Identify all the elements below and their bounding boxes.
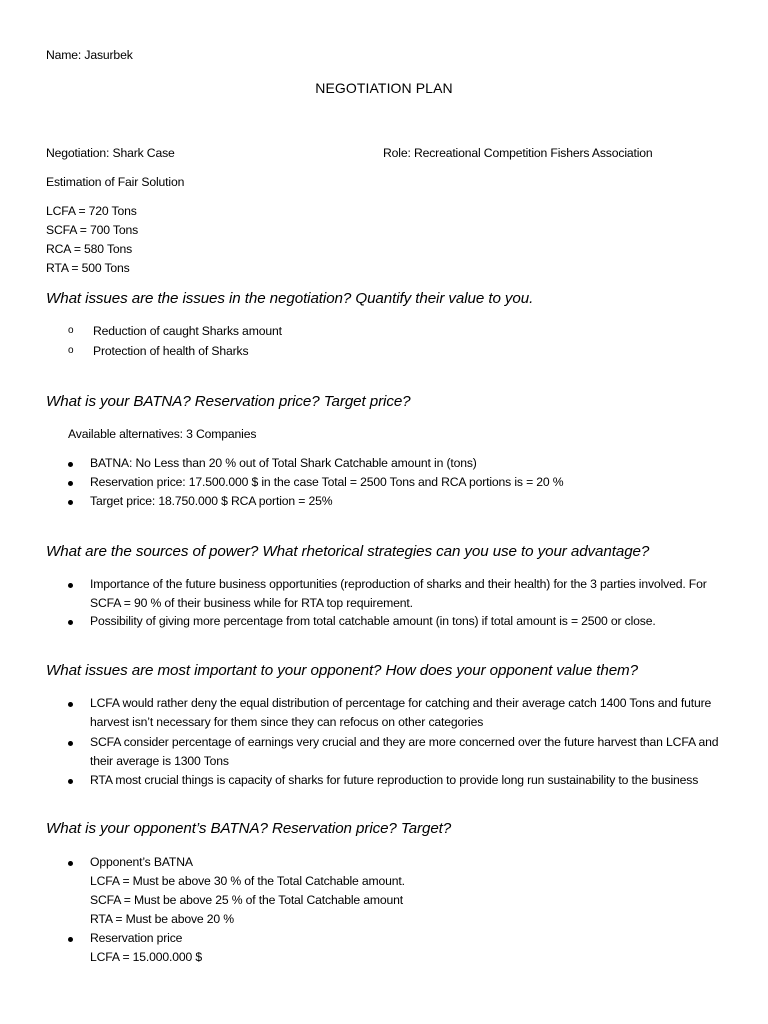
- hollow-bullet-icon: o: [68, 345, 74, 356]
- bullet-icon: [68, 481, 73, 486]
- list-item: RTA most crucial things is capacity of sharks for future reproduction to provide long run sustainability to the business: [90, 773, 699, 787]
- estimate-line: LCFA = 720 Tons: [46, 204, 137, 218]
- power-question: What are the sources of power? What rhetorical strategies can you use to your advantage?: [46, 543, 650, 560]
- name-line: Name: Jasurbek: [46, 48, 133, 62]
- reservation-label: Reservation price: [90, 931, 183, 945]
- issues-question: What issues are the issues in the negotiation? Quantify their value to you.: [46, 290, 534, 307]
- list-item: LCFA would rather deny the equal distribution of percentage for catching and their average catch 1400 Tons and future harvest isn’t necessary for them since they can refocus on other categories: [90, 696, 712, 729]
- list-item: BATNA: No Less than 20 % out of Total Shark Catchable amount in (tons): [90, 456, 477, 470]
- list-item: Target price: 18.750.000 $ RCA portion = 25%: [90, 494, 333, 508]
- bullet-icon: [68, 462, 73, 467]
- list-item: Reduction of caught Sharks amount: [93, 324, 282, 338]
- bullet-icon: [68, 702, 73, 707]
- estimate-line: RTA = 500 Tons: [46, 261, 130, 275]
- list-item: Protection of health of Sharks: [93, 344, 249, 358]
- bullet-icon: [68, 500, 73, 505]
- opponent-batna-label: Opponent’s BATNA: [90, 855, 193, 869]
- estimate-line: RCA = 580 Tons: [46, 242, 133, 256]
- hollow-bullet-icon: o: [68, 325, 74, 336]
- list-item: SCFA consider percentage of earnings very crucial and they are more concerned over the future harvest than LCFA and their average is 1300 Tons: [90, 735, 719, 768]
- reservation-line: LCFA = 15.000.000 $: [90, 950, 203, 964]
- opponent-question: What issues are most important to your opponent? How does your opponent value them?: [46, 662, 638, 679]
- bullet-icon: [68, 583, 73, 588]
- batna-question: What is your BATNA? Reservation price? Target price?: [46, 393, 411, 410]
- alternatives-line: Available alternatives: 3 Companies: [68, 427, 257, 441]
- bullet-icon: [68, 779, 73, 784]
- estimation-heading: Estimation of Fair Solution: [46, 175, 185, 189]
- list-item: Importance of the future business opportunities (reproduction of sharks and their health) for the 3 parties involved. For SCFA = 90 % of their business while for RTA top requirement.: [90, 577, 707, 610]
- negotiation-line: Negotiation: Shark Case: [46, 146, 175, 160]
- opponent-batna-question: What is your opponent’s BATNA? Reservation price? Target?: [46, 820, 452, 837]
- opponent-batna-line: SCFA = Must be above 25 % of the Total Catchable amount: [90, 893, 403, 907]
- page-title: NEGOTIATION PLAN: [315, 80, 453, 96]
- role-line: Role: Recreational Competition Fishers Association: [383, 146, 653, 160]
- opponent-batna-line: RTA = Must be above 20 %: [90, 912, 234, 926]
- opponent-batna-line: LCFA = Must be above 30 % of the Total Catchable amount.: [90, 874, 405, 888]
- estimate-line: SCFA = 700 Tons: [46, 223, 139, 237]
- list-item: Reservation price: 17.500.000 $ in the case Total = 2500 Tons and RCA portions is = 20 %: [90, 475, 564, 489]
- bullet-icon: [68, 620, 73, 625]
- bullet-icon: [68, 861, 73, 866]
- bullet-icon: [68, 741, 73, 746]
- list-item: Possibility of giving more percentage from total catchable amount (in tons) if total amount is = 2500 or close.: [90, 614, 656, 628]
- bullet-icon: [68, 937, 73, 942]
